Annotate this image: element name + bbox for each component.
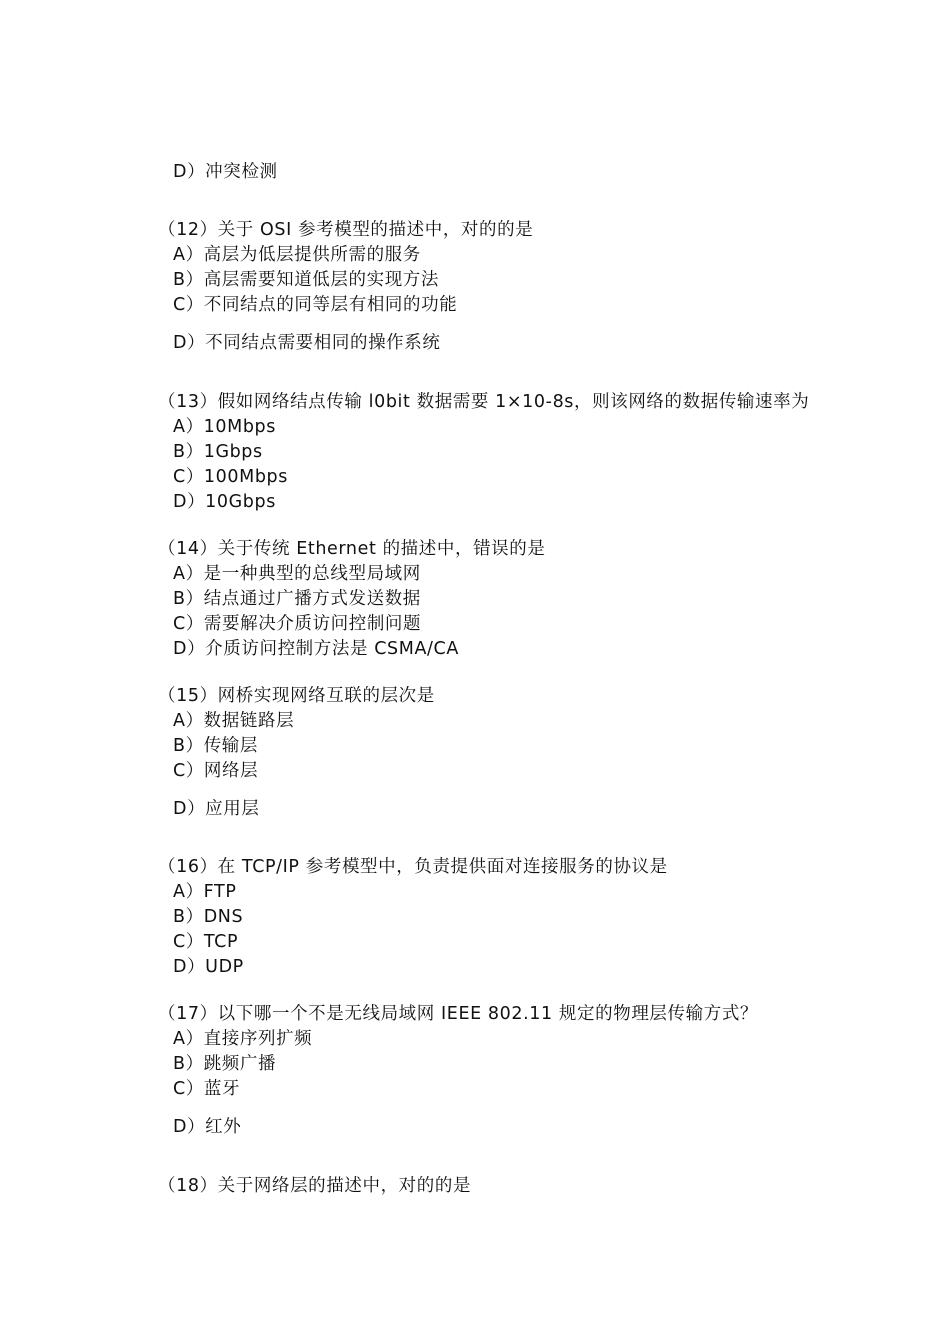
option-b-q13: B）1Gbps <box>173 442 263 462</box>
question-15-stem: （15）网桥实现网络互联的层次是 <box>158 686 435 706</box>
option-d-q15: D）应用层 <box>173 799 260 819</box>
option-c-q13: C）100Mbps <box>173 467 288 487</box>
option-d-q13: D）10Gbps <box>173 492 276 512</box>
option-b-q14: B）结点通过广播方式发送数据 <box>173 589 421 609</box>
option-c-q17: C）蓝牙 <box>173 1079 241 1099</box>
option-c-q16: C）TCP <box>173 932 239 952</box>
option-c-q12: C）不同结点的同等层有相同的功能 <box>173 295 458 315</box>
option-c-q15: C）网络层 <box>173 761 259 781</box>
option-a-q13: A）10Mbps <box>173 417 276 437</box>
option-b-q17: B）跳频广播 <box>173 1054 277 1074</box>
question-13-stem: （13）假如网络结点传输 l0bit 数据需要 1×10-8s，则该网络的数据传输速率为 <box>158 392 810 412</box>
option-b-q12: B）高层需要知道低层的实现方法 <box>173 270 440 290</box>
question-14-stem: （14）关于传统 Ethernet 的描述中，错误的是 <box>158 539 546 559</box>
question-18-stem: （18）关于网络层的描述中，对的的是 <box>158 1176 472 1196</box>
option-d-q16: D）UDP <box>173 957 244 977</box>
option-a-q14: A）是一种典型的总线型局域网 <box>173 564 421 584</box>
question-12-stem: （12）关于 OSI 参考模型的描述中，对的的是 <box>158 220 534 240</box>
option-a-q12: A）高层为低层提供所需的服务 <box>173 245 421 265</box>
option-a-q15: A）数据链路层 <box>173 711 295 731</box>
question-17-stem: （17）以下哪一个不是无线局域网 IEEE 802.11 规定的物理层传输方式？ <box>158 1004 759 1024</box>
option-d-q14: D）介质访问控制方法是 CSMA/CA <box>173 639 459 659</box>
option-b-q16: B）DNS <box>173 907 244 927</box>
question-16-stem: （16）在 TCP/IP 参考模型中，负责提供面对连接服务的协议是 <box>158 857 668 877</box>
option-a-q16: A）FTP <box>173 882 237 902</box>
option-d-q17: D）红外 <box>173 1117 242 1137</box>
option-b-q15: B）传输层 <box>173 736 259 756</box>
option-a-q17: A）直接序列扩频 <box>173 1029 313 1049</box>
option-d-q12: D）不同结点需要相同的操作系统 <box>173 333 441 353</box>
option-c-q14: C）需要解决介质访问控制问题 <box>173 614 422 634</box>
option-d-q11: D）冲突检测 <box>173 162 278 182</box>
